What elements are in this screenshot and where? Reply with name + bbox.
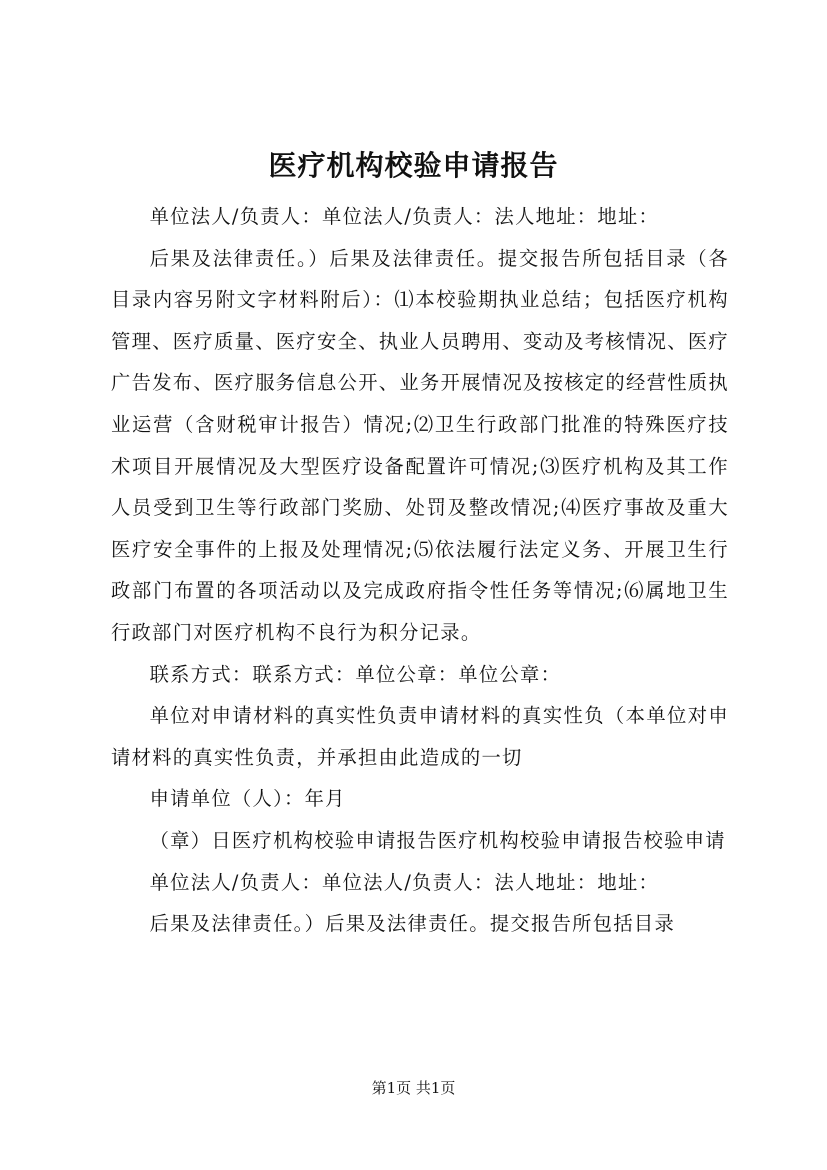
paragraph-report-contents: 后果及法律责任。）后果及法律责任。提交报告所包括目录（各目录内容另附文字材料附后）：⑴本校验期执业总结；包括医疗机构管理、医疗质量、医疗安全、执业人员聘用、变动及考核情况、医疗广告发布、医疗服务信息公开、业务开展情况及按核定的经营性质执业运营（含财税审计报告）情况;⑵卫生行政部门批准的特殊医疗技术项目开展情况及大型医疗设备配置许可情况;⑶医疗机构及其工作人员受到卫生等行政部门奖励、处罚及整改情况;⑷医疗事故及重大医疗安全事件的上报及处理情况;⑸依法履行法定义务、开展卫生行政部门布置的各项活动以及完成政府指令性任务等情况;⑹属地卫生行政部门对医疗机构不良行为积分记录。 [111, 246, 729, 644]
document-body [111, 196, 729, 945]
paragraph-legal-person-repeat: 单位法人/负责人：单位法人/负责人：法人地址：地址： [149, 870, 660, 894]
paragraph-responsibility: 单位对申请材料的真实性负责申请材料的真实性负（本单位对申请材料的真实性负责，并承担由此造成的一切 [111, 704, 729, 769]
paragraph-seal-date: （章）日医疗机构校验申请报告医疗机构校验申请报告校验申请 [149, 828, 726, 852]
document-title: 医疗机构校验申请报告 [268, 149, 559, 182]
page-number-footer: 第1页 共1页 [371, 1079, 456, 1097]
paragraph-contact: 联系方式：联系方式：单位公章：单位公章： [149, 662, 562, 686]
paragraph-consequences-repeat: 后果及法律责任。）后果及法律责任。提交报告所包括目录 [149, 912, 676, 936]
paragraph-legal-person: 单位法人/负责人：单位法人/负责人：法人地址：地址： [149, 205, 660, 228]
paragraph-applicant: 申请单位（人）：年月 [149, 787, 346, 811]
